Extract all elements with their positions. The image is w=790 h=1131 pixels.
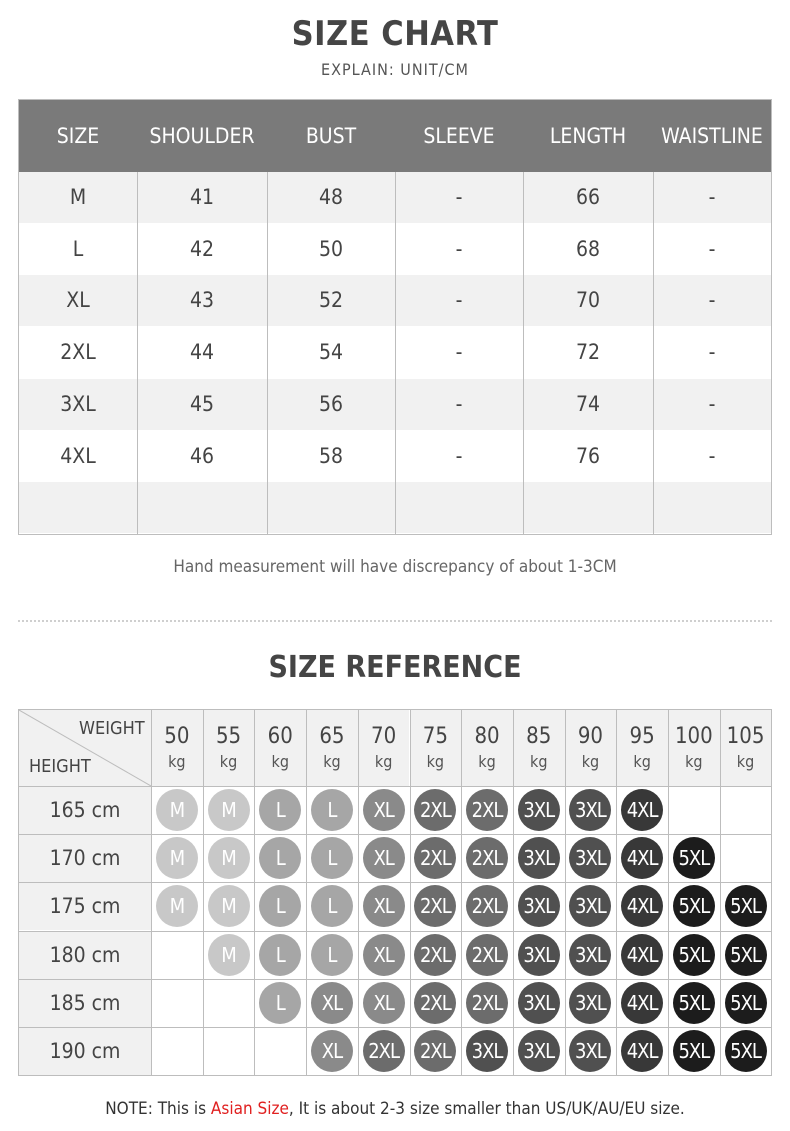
weight-value: 70 [371, 724, 397, 749]
weight-column-header [668, 710, 720, 786]
weight-value: 85 [526, 724, 552, 749]
size-badge: 2XL [414, 1030, 456, 1072]
table-cell: - [455, 185, 463, 209]
grid-vline [203, 710, 204, 1075]
table-cell: 42 [189, 236, 215, 261]
header-cell: SIZE [56, 124, 100, 148]
weight-axis-label: WEIGHT [79, 718, 145, 739]
size-badge: 5XL [673, 982, 715, 1024]
table-cell [523, 482, 653, 533]
size-badge: 4XL [621, 789, 663, 831]
weight-column-header [565, 710, 617, 786]
table-cell: - [708, 340, 716, 365]
table-cell: 41 [189, 185, 215, 209]
weight-column-header [616, 710, 668, 786]
size-badge: L [259, 982, 301, 1024]
size-badge: 2XL [414, 789, 456, 831]
weight-column-header [720, 710, 772, 786]
table-cell: 48 [318, 185, 344, 209]
table-cell: 54 [318, 340, 344, 365]
size-badge: 4XL [621, 934, 663, 976]
table-cell: 66 [575, 185, 601, 209]
size-badge: XL [311, 982, 353, 1024]
size-badge: 2XL [414, 885, 456, 927]
column-divider [653, 172, 654, 534]
table-cell: - [708, 288, 716, 313]
size-badge: 4XL [621, 837, 663, 879]
grid-vline [254, 710, 255, 1075]
grid-hline [19, 786, 771, 787]
size-badge: L [311, 934, 353, 976]
header-cell: SHOULDER [149, 124, 255, 148]
size-badge: 3XL [518, 934, 560, 976]
size-badge: L [311, 837, 353, 879]
height-label: 175 cm [19, 882, 151, 930]
size-badge: 3XL [518, 982, 560, 1024]
table-cell: - [708, 443, 716, 468]
table-cell: 43 [189, 288, 215, 313]
weight-value: 100 [674, 724, 713, 749]
height-label: 180 cm [19, 931, 151, 979]
height-label: 190 cm [19, 1027, 151, 1075]
table-cell: 3XL [60, 391, 96, 416]
note-highlight: Asian Size [210, 1099, 289, 1119]
grid-vline [513, 710, 514, 1075]
size-badge: 5XL [673, 1030, 715, 1072]
table-cell: 70 [575, 288, 601, 313]
grid-hline [19, 1027, 771, 1028]
asian-size-note [0, 1099, 790, 1119]
size-chart-header [19, 100, 771, 172]
grid-vline [668, 710, 669, 1075]
weight-value: 105 [726, 724, 765, 749]
weight-unit: kg [478, 752, 496, 771]
weight-column-header [461, 710, 513, 786]
height-row [19, 1027, 771, 1075]
height-row [19, 834, 771, 882]
size-badge: 2XL [466, 982, 508, 1024]
size-badge: 3XL [518, 789, 560, 831]
grid-hline [19, 882, 771, 883]
table-cell: 76 [575, 443, 601, 468]
grid-vline [461, 710, 462, 1075]
table-cell: 2XL [60, 340, 96, 365]
table-cell: M [69, 185, 87, 209]
grid-hline [19, 931, 771, 932]
weight-unit: kg [374, 752, 393, 771]
table-cell [395, 482, 523, 533]
size-badge: 2XL [466, 934, 508, 976]
weight-unit: kg [323, 752, 341, 771]
note-suffix: , It is about 2-3 size smaller than US/UK/AU/EU size. [288, 1099, 685, 1119]
size-badge: 3XL [518, 885, 560, 927]
weight-column-header [358, 710, 410, 786]
table-cell: 45 [189, 391, 215, 416]
size-badge: 2XL [414, 982, 456, 1024]
weight-unit: kg [633, 752, 651, 771]
weight-column-header [254, 710, 306, 786]
column-divider [523, 172, 524, 534]
height-row [19, 882, 771, 930]
size-badge: XL [363, 837, 405, 879]
table-cell [653, 482, 771, 533]
measurement-note: Hand measurement will have discrepancy of about 1-3CM [173, 557, 617, 577]
grid-corner [19, 710, 151, 786]
weight-value: 90 [577, 724, 604, 749]
table-cell: 56 [318, 391, 344, 416]
weight-column-header [513, 710, 565, 786]
table-cell [137, 482, 267, 533]
grid-vline [306, 710, 307, 1075]
table-cell: L [72, 236, 84, 261]
table-cell: - [455, 288, 463, 313]
weight-unit: kg [529, 752, 548, 771]
size-badge: 5XL [725, 982, 767, 1024]
column-divider [395, 172, 396, 534]
weight-unit: kg [271, 752, 289, 771]
table-cell [267, 482, 395, 533]
size-badge: 3XL [569, 885, 611, 927]
size-badge: M [208, 837, 250, 879]
size-badge: M [156, 837, 198, 879]
section-divider [18, 620, 772, 622]
size-badge: M [208, 885, 250, 927]
unit-explain: EXPLAIN: UNIT/CM [321, 60, 469, 79]
weight-value: 75 [422, 724, 448, 749]
weight-unit: kg [168, 752, 186, 771]
grid-vline [720, 710, 721, 1075]
weight-column-header [410, 710, 462, 786]
size-badge: L [259, 934, 301, 976]
table-cell: 44 [189, 340, 215, 365]
weight-value: 60 [267, 724, 293, 749]
grid-vline [410, 710, 411, 1075]
size-badge: XL [363, 934, 405, 976]
table-cell: - [455, 340, 463, 365]
grid-hline [19, 979, 771, 980]
table-cell: 50 [318, 236, 344, 261]
size-badge: XL [311, 1030, 353, 1072]
weight-unit: kg [581, 752, 600, 771]
size-badge: 3XL [569, 934, 611, 976]
size-badge: XL [363, 982, 405, 1024]
size-badge: 5XL [725, 885, 767, 927]
size-badge: 5XL [673, 885, 715, 927]
size-badge: 3XL [466, 1030, 508, 1072]
header-cell: BUST [305, 124, 357, 148]
size-badge: 5XL [725, 934, 767, 976]
weight-value: 55 [215, 724, 242, 749]
height-row [19, 786, 771, 834]
grid-vline [151, 710, 152, 1075]
table-cell: - [708, 185, 716, 209]
size-reference-grid [18, 709, 772, 1076]
size-badge: L [259, 837, 301, 879]
height-row [19, 979, 771, 1027]
table-cell: - [708, 391, 716, 416]
size-badge: L [311, 789, 353, 831]
table-cell [19, 482, 137, 533]
table-cell: 74 [575, 391, 601, 416]
size-badge: L [311, 885, 353, 927]
size-badge: 4XL [621, 982, 663, 1024]
size-badge: 2XL [414, 837, 456, 879]
size-badge: M [208, 934, 250, 976]
weight-unit: kg [736, 752, 755, 771]
size-badge: 5XL [673, 837, 715, 879]
weight-column-header [306, 710, 358, 786]
size-badge: 3XL [569, 1030, 611, 1072]
header-cell: LENGTH [549, 124, 627, 148]
note-prefix: NOTE: This is [105, 1099, 211, 1119]
size-badge: M [156, 885, 198, 927]
size-badge: 5XL [725, 1030, 767, 1072]
weight-column-header [151, 710, 203, 786]
size-badge: 5XL [673, 934, 715, 976]
page-title: SIZE CHART [291, 14, 499, 54]
size-badge: 4XL [621, 1030, 663, 1072]
size-badge: M [156, 789, 198, 831]
weight-column-header [203, 710, 255, 786]
size-badge: 2XL [363, 1030, 405, 1072]
grid-vline [358, 710, 359, 1075]
table-cell: XL [66, 288, 90, 313]
size-badge: XL [363, 885, 405, 927]
size-chart-table [18, 99, 772, 535]
table-cell: - [455, 443, 463, 468]
table-cell: 58 [318, 443, 344, 468]
grid-hline [19, 834, 771, 835]
table-cell: 52 [318, 288, 344, 313]
height-row [19, 931, 771, 979]
size-badge: 3XL [569, 837, 611, 879]
column-divider [137, 172, 138, 534]
table-cell: - [455, 391, 463, 416]
size-badge: 3XL [518, 1030, 560, 1072]
weight-unit: kg [219, 752, 238, 771]
size-badge: L [259, 789, 301, 831]
height-axis-label: HEIGHT [29, 756, 91, 777]
size-badge: 2XL [466, 885, 508, 927]
size-badge: L [259, 885, 301, 927]
table-cell: - [708, 236, 716, 261]
weight-value: 95 [629, 724, 655, 749]
table-cell: - [455, 236, 463, 261]
table-cell: 72 [575, 340, 601, 365]
header-cell: WAISTLINE [661, 124, 763, 148]
height-label: 185 cm [19, 979, 151, 1027]
size-badge: 4XL [621, 885, 663, 927]
weight-unit: kg [426, 752, 445, 771]
weight-value: 50 [164, 724, 190, 749]
size-badge: XL [363, 789, 405, 831]
size-badge: 2XL [414, 934, 456, 976]
size-badge: 2XL [466, 837, 508, 879]
height-label: 170 cm [19, 834, 151, 882]
column-divider [267, 172, 268, 534]
header-cell: SLEEVE [423, 124, 495, 148]
table-cell: 4XL [60, 443, 96, 468]
weight-unit: kg [685, 752, 703, 771]
grid-vline [616, 710, 617, 1075]
grid-vline [565, 710, 566, 1075]
size-badge: 3XL [569, 789, 611, 831]
weight-value: 80 [474, 724, 500, 749]
table-cell: 68 [575, 236, 601, 261]
size-badge: M [208, 789, 250, 831]
weight-value: 65 [319, 724, 345, 749]
size-badge: 3XL [518, 837, 560, 879]
size-badge: 2XL [466, 789, 508, 831]
reference-title: SIZE REFERENCE [268, 650, 522, 685]
table-cell: 46 [189, 443, 215, 468]
size-badge: 3XL [569, 982, 611, 1024]
height-label: 165 cm [19, 786, 151, 834]
